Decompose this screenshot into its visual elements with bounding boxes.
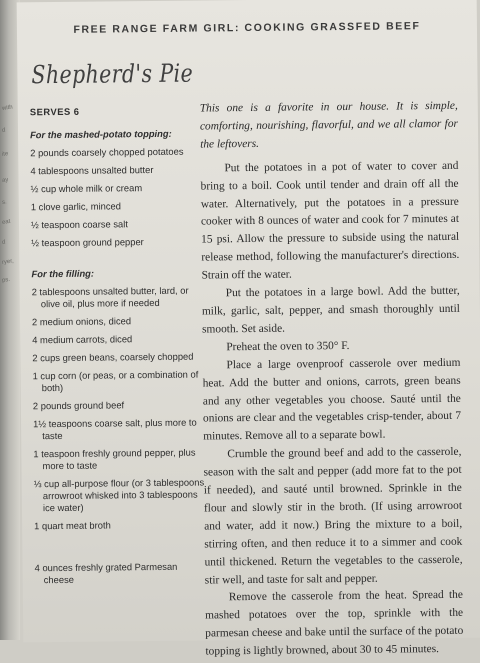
ingredients-column [30, 104, 207, 586]
ingredient-item: 1 clove garlic, minced [30, 200, 122, 213]
spine-fragment: ryer, [1, 258, 15, 266]
ingredient-item: ½ teaspoon ground pepper [31, 236, 144, 249]
ingredient-item: ½ cup whole milk or cream [30, 182, 143, 195]
instruction-paragraph: Put the potatoes in a pot of water to cover and bring to a boil. Cook until tender and drain off all the water. Alternatively, put the potatoes in a pressure cooker with 8 ounces of water and cook for 7 minutes at 15 psi. Allow the pressure to subside using the natural release method, following the manufacturer's directions. Strain off the water. [200, 159, 460, 282]
ingredient-item: 2 cups green beans, coarsely chopped [32, 350, 194, 364]
spine-fragment: with [1, 104, 14, 112]
ingredient-item: ½ teaspoon coarse salt [30, 218, 128, 231]
ingredient-item: 2 tablespoons unsalted butter, lard, or olive oil, plus more if needed [31, 284, 189, 310]
filling-heading: For the filling: [31, 267, 95, 280]
running-header: FREE RANGE FARM GIRL: COOKING GRASSFED BEEF [73, 20, 421, 36]
spine-fragment: ps. [1, 276, 11, 284]
instruction-paragraph: Place a large ovenproof casserole over medium heat. Add the butter and onions, carrots, green beans and any other vegetables you choose. Sauté until the onions are clear and the vegetables crisp-tender, about 7 minutes. Remove all to a separate bowl. [202, 356, 462, 443]
ingredient-item: 1 teaspoon freshly ground pepper, plus more to taste [33, 446, 196, 472]
spine-fragment: ite [1, 151, 9, 158]
ingredient-item: 1½ teaspoons coarse salt, plus more to taste [33, 416, 197, 442]
instruction-paragraph: Remove the casserole from the heat. Spread the mashed potatoes over the top, sprinkle with the parmesan cheese and bake until the surface of the potato topping is lightly browned, about 30 to 45 minutes. [205, 589, 464, 658]
instruction-paragraph: Preheat the oven to 350° F. [226, 339, 350, 354]
ingredient-item: 2 medium onions, diced [31, 315, 132, 328]
spine-fragment: eat [1, 218, 11, 226]
ingredient-item: 1 cup corn (or peas, or a combination of both) [32, 368, 199, 394]
spine-fragment: ay [1, 177, 9, 184]
recipe-title: Shepherd's Pie [31, 58, 194, 90]
ingredient-item: 2 pounds ground beef [32, 399, 125, 412]
ingredient-item: ⅓ cup all-purpose flour (or 3 tablespoons arrowroot whisked into 3 tablespoons ice water) [33, 476, 205, 514]
ingredient-item: 4 tablespoons unsalted butter [30, 164, 154, 177]
ingredient-item: 4 medium carrots, diced [32, 333, 133, 346]
spine-fragment: d [1, 127, 6, 134]
recipe-intro: This one is a favorite in our house. It is simple, comforting, nourishing, flavorful, and we all clamor for the leftovers. [199, 99, 459, 151]
instruction-paragraph: Crumble the ground beef and add to the casserole, season with the salt and pepper (add more fat to the pot if needed), and sauté until browned. Sprinkle in the flour and slowly stir in the broth. (If using arrowroot and water, add it now.) Bring the mixture to a boil, stirring often, and then reduce it to a simmer and cook until thickened. Return the vegetables to the casserole, stir well, and taste for salt and pepper. [203, 446, 463, 587]
instruction-paragraph: Put the potatoes in a large bowl. Add the butter, milk, garlic, salt, pepper, and smash thoroughly until smooth. Set aside. [201, 284, 460, 336]
ingredient-item: 4 ounces freshly grated Parmesan cheese [34, 560, 178, 586]
ingredient-item: 1 quart meat broth [34, 519, 111, 532]
instructions-column [200, 98, 464, 662]
serves-label: SERVES 6 [29, 105, 80, 118]
book-page [17, 0, 480, 658]
ingredient-item: 2 pounds coarsely chopped potatoes [30, 145, 184, 159]
spine-fragment: s. [1, 199, 8, 206]
topping-heading: For the mashed-potato topping: [29, 127, 172, 141]
spine-fragment: d [1, 239, 6, 246]
